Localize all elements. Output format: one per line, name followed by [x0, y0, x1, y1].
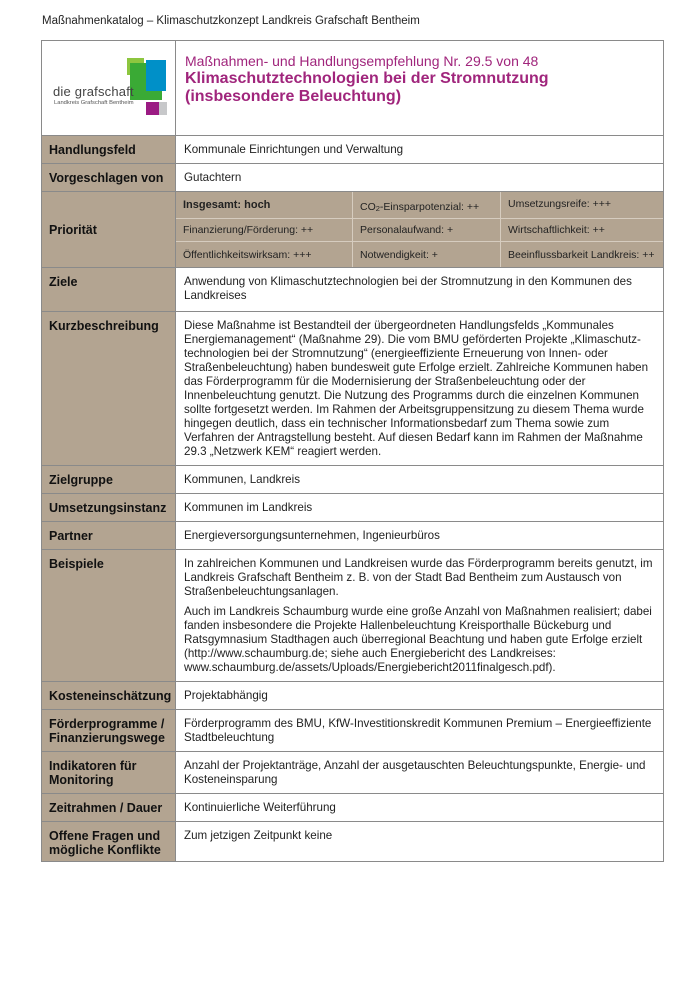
- measure-sheet: [41, 40, 664, 862]
- value-ziele: Anwendung von Klimaschutztechnologien bei der Stromnutzung in den Kommunen des Landkreises: [176, 268, 664, 312]
- page-header: Maßnahmenkatalog – Klimaschutzkonzept Landkreis Grafschaft Bentheim: [42, 15, 420, 27]
- value-kurzbeschreibung: Diese Maßnahme ist Bestandteil der übergeordneten Handlungsfelds „Kommunales Energiemanagement“ (Maßnahme 29). Die vom BMU geförderten Projekte „Klimaschutz-technologien bei der Stromnutzung“ (energieeffiziente Erneuerung von Innen- oder Straßenbeleuchtung) haben bundesweit gute Erfolge erzielt. Zahlreiche Kommunen haben das Förderprogramm für die Modernisierung der Straßenbeleuchtung oder der Innenbeleuchtung genutzt. Die Nutzung des Programms durch die einzelnen Kommunen sollte fortgesetzt werden. Im Rahmen der Arbeitsgruppensitzung zu diesem Thema wurde hingegen deutlich, dass ein technischer Informationsbedarf zum Thema sowie zum Verfahren der Antragstellung besteht. Auf diesen Bedarf kann im Rahmen der Maßnahme 29.3 „Netzwerk KEM“ reagiert werden.: [176, 312, 664, 466]
- value-foerder: Förderprogramm des BMU, KfW-Investitionskredit Kommunen Premium – Energieeffiziente Stadtbeleuchtung: [176, 710, 664, 752]
- logo-cell: [42, 41, 176, 136]
- row-indikatoren: [42, 752, 664, 794]
- label-prioritaet-text: Priorität: [49, 222, 97, 237]
- label-indikatoren-line1: Indikatoren für: [49, 759, 137, 773]
- value-zielgruppe: Kommunen, Landkreis: [176, 466, 664, 494]
- priority-beeinflussbarkeit: Beeinflussbarkeit Landkreis: ++: [508, 248, 655, 261]
- row-handlungsfeld: [42, 136, 664, 164]
- value-kosten: Projektabhängig: [176, 682, 664, 710]
- beispiele-paragraph-1: In zahlreichen Kommunen und Landkreisen wurde das Förderprogramm bereits genutzt, im Landkreis Grafschaft Bentheim z. B. von der Stadt Bad Bentheim zum Austausch von Straßenbeleuchtungsanlagen.: [184, 557, 653, 598]
- priority-grid: [176, 192, 663, 267]
- row-kosten: [42, 682, 664, 710]
- priority-oeffentlichkeit: Öffentlichkeitswirksam: +++: [176, 242, 353, 267]
- priority-wirtschaftlichkeit: Wirtschaftlichkeit: ++: [501, 219, 663, 242]
- label-indikatoren: [42, 752, 176, 794]
- row-partner: [42, 522, 664, 550]
- co2-subscript: 2: [375, 204, 380, 213]
- logo-name: die grafschaft: [53, 84, 134, 99]
- row-prioritaet: [42, 192, 664, 268]
- logo-square-blue: [146, 60, 166, 91]
- value-handlungsfeld: Kommunale Einrichtungen und Verwaltung: [176, 136, 664, 164]
- logo-square-purple: [146, 102, 159, 115]
- value-offene-fragen: Zum jetzigen Zeitpunkt keine: [176, 822, 664, 862]
- beispiele-paragraph-2: Auch im Landkreis Schaumburg wurde eine große Anzahl von Maßnahmen realisiert; dabei fanden insbesondere die Projekte Hallenbeleuchtung Kreisporthalle Bückeburg und Ratsgymnasium Stadthagen auch überregional Beachtung und haben gute Erfolge erzielt (http://www.schaumburg.de; siehe auch Energiebericht des Landkreises: www.schaumburg.de/assets/Uploads/Energiebericht2011finalgesch.pdf).: [184, 605, 652, 674]
- label-foerder-line2: Finanzierungswege: [49, 731, 165, 745]
- row-offene-fragen: [42, 822, 664, 862]
- priority-grid-cell: [176, 192, 664, 268]
- logo-subtitle: Landkreis Grafschaft Bentheim: [54, 100, 134, 106]
- label-umsetzungsinstanz: Umsetzungsinstanz: [42, 494, 176, 522]
- priority-co2: [353, 192, 501, 219]
- label-kosten: Kosteneinschätzung: [42, 682, 176, 710]
- label-partner: Partner: [42, 522, 176, 550]
- logo-square-grey: [159, 102, 167, 115]
- label-offene-fragen-line2: mögliche Konflikte: [49, 843, 161, 857]
- row-zielgruppe: [42, 466, 664, 494]
- label-foerder-line1: Förderprogramme /: [49, 717, 165, 731]
- logo: [48, 58, 170, 118]
- priority-finanzierung: Finanzierung/Förderung: ++: [176, 219, 353, 242]
- label-zeitrahmen: Zeitrahmen / Dauer: [42, 794, 176, 822]
- title-cell: [176, 41, 664, 136]
- label-indikatoren-line2: Monitoring: [49, 773, 114, 787]
- value-indikatoren: Anzahl der Projektanträge, Anzahl der ausgetauschten Beleuchtungspunkte, Energie- und Kosteneinsparung: [176, 752, 664, 794]
- row-kurzbeschreibung: [42, 312, 664, 466]
- priority-personalaufwand: Personalaufwand: +: [353, 219, 501, 242]
- co2-prefix: CO: [360, 201, 376, 213]
- co2-suffix: -Einsparpotenzial: ++: [379, 201, 480, 213]
- row-foerder: [42, 710, 664, 752]
- row-umsetzungsinstanz: [42, 494, 664, 522]
- priority-umsetzungsreife: Umsetzungsreife: +++: [501, 192, 663, 219]
- value-partner: Energieversorgungsunternehmen, Ingenieurbüros: [176, 522, 664, 550]
- measure-subtitle: Maßnahmen- und Handlungsempfehlung Nr. 29.5 von 48: [185, 53, 539, 69]
- label-kurzbeschreibung: Kurzbeschreibung: [42, 312, 176, 466]
- title-row: [42, 41, 664, 136]
- priority-insgesamt: Insgesamt: hoch: [176, 192, 353, 219]
- value-vorgeschlagen: Gutachtern: [176, 164, 664, 192]
- value-zeitrahmen: Kontinuierliche Weiterführung: [176, 794, 664, 822]
- row-zeitrahmen: [42, 794, 664, 822]
- row-vorgeschlagen: [42, 164, 664, 192]
- value-umsetzungsinstanz: Kommunen im Landkreis: [176, 494, 664, 522]
- label-foerder: [42, 710, 176, 752]
- label-offene-fragen-line1: Offene Fragen und: [49, 829, 161, 843]
- value-beispiele: [176, 550, 664, 682]
- label-prioritaet: [42, 192, 176, 268]
- measure-title-line1: Klimaschutztechnologien bei der Stromnutzung: [185, 70, 549, 87]
- label-beispiele: Beispiele: [42, 550, 176, 682]
- label-vorgeschlagen: Vorgeschlagen von: [42, 164, 176, 192]
- label-handlungsfeld: Handlungsfeld: [42, 136, 176, 164]
- row-beispiele: [42, 550, 664, 682]
- label-ziele: Ziele: [42, 268, 176, 312]
- label-zielgruppe: Zielgruppe: [42, 466, 176, 494]
- priority-notwendigkeit: Notwendigkeit: +: [353, 242, 501, 267]
- row-ziele: [42, 268, 664, 312]
- measure-title-line2: (insbesondere Beleuchtung): [185, 88, 402, 105]
- label-offene-fragen: [42, 822, 176, 862]
